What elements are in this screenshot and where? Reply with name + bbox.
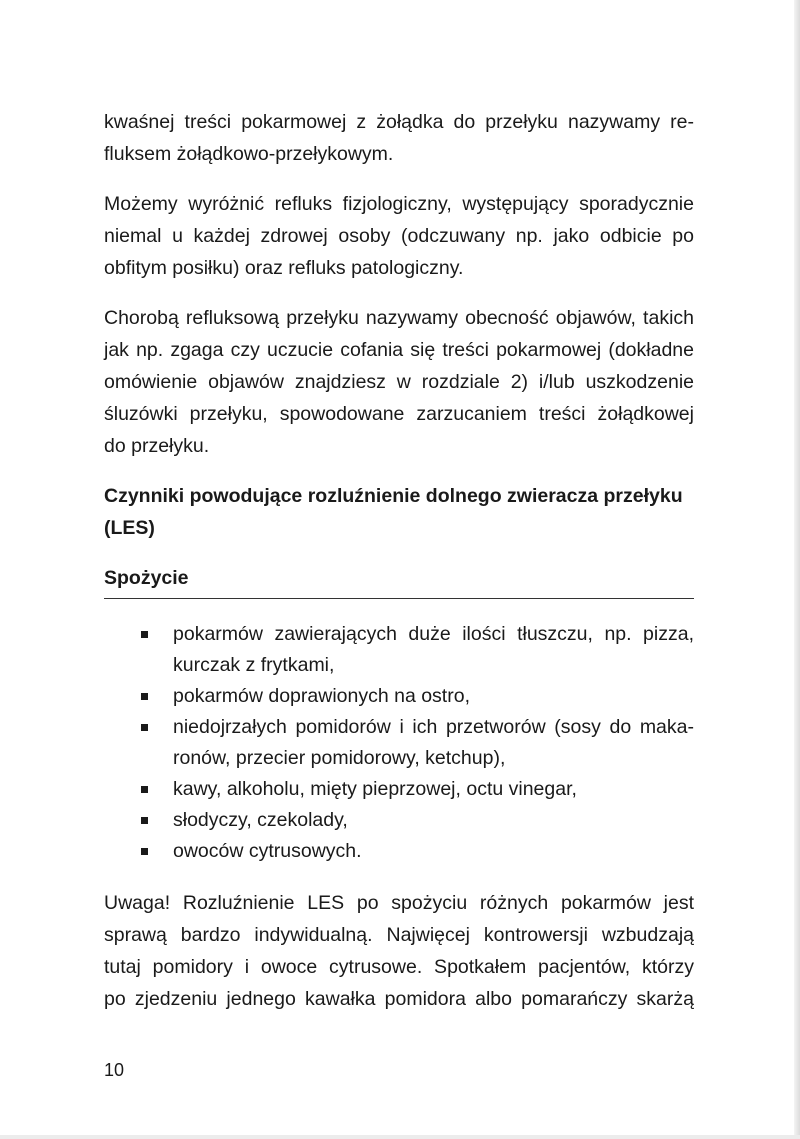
list-item-line: owoców cytrusowych. [173,840,362,862]
list-item [104,619,694,681]
square-bullet-icon [141,817,148,824]
subsection-heading: Spożycie [104,562,694,599]
list-item [104,805,694,836]
food-list [104,619,694,867]
list-item-line: pokarmów zawierających duże ilości tłuszczu, np. pizza, [173,623,694,645]
list-item-line: niedojrzałych pomidorów i ich przetworów (sosy do maka- [173,716,694,738]
list-item [104,836,694,867]
text-line: do przełyku. [104,435,210,457]
text-line: po zjedzeniu jednego kawałka pomidora albo pomarańczy skarżą [104,988,694,1010]
section-heading [104,480,694,544]
page-bottom-edge [0,1135,800,1139]
list-item-line: ronów, przecier pomidorowy, ketchup), [173,747,506,769]
text-line: omówienie objawów znajdziesz w rozdziale 2) i/lub uszkodzenie [104,371,694,393]
text-line: fluksem żołądkowo-przełykowym. [104,143,394,165]
list-item-line: pokarmów doprawionych na ostro, [173,685,470,707]
heading-line: Czynniki powodujące rozluźnienie dolnego zwieracza przełyku [104,485,683,507]
page-edge-shadow [794,0,800,1139]
list-item-line: słodyczy, czekolady, [173,809,348,831]
paragraph-reflux-disease [104,302,694,462]
paragraph-reflux-types [104,188,694,284]
paragraph-reflux-definition [104,106,694,170]
text-line: sprawą bardzo indywidualną. Najwięcej kontrowersji wzbudzają [104,924,694,946]
square-bullet-icon [141,724,148,731]
text-line: śluzówki przełyku, spowodowane zarzucaniem treści żołądkowej [104,403,694,425]
text-line: Chorobą refluksową przełyku nazywamy obecność objawów, takich [104,307,694,329]
square-bullet-icon [141,693,148,700]
text-line: Uwaga! Rozluźnienie LES po spożyciu różnych pokarmów jest [104,892,694,914]
text-line: niemal u każdej zdrowej osoby (odczuwany np. jako odbicie po [104,225,694,247]
page-number: 10 [104,1060,125,1080]
text-line: tutaj pomidory i owoce cytrusowe. Spotkałem pacjentów, którzy [104,956,694,978]
text-line: Możemy wyróżnić refluks fizjologiczny, występujący sporadycznie [104,193,694,215]
heading-line: (LES) [104,517,155,539]
text-line: kwaśnej treści pokarmowej z żołądka do przełyku nazywamy re- [104,111,694,133]
square-bullet-icon [141,848,148,855]
square-bullet-icon [141,786,148,793]
list-item-line: kawy, alkoholu, mięty pieprzowej, octu vinegar, [173,778,577,800]
text-line: obfitym posiłku) oraz refluks patologiczny. [104,257,464,279]
list-item-line: kurczak z frytkami, [173,654,335,676]
list-item [104,681,694,712]
text-line: jak np. zgaga czy uczucie cofania się treści pokarmowej (dokładne [104,339,694,361]
paragraph-warning [104,887,694,1015]
page-content [104,106,694,1033]
list-item [104,712,694,774]
square-bullet-icon [141,631,148,638]
list-item [104,774,694,805]
